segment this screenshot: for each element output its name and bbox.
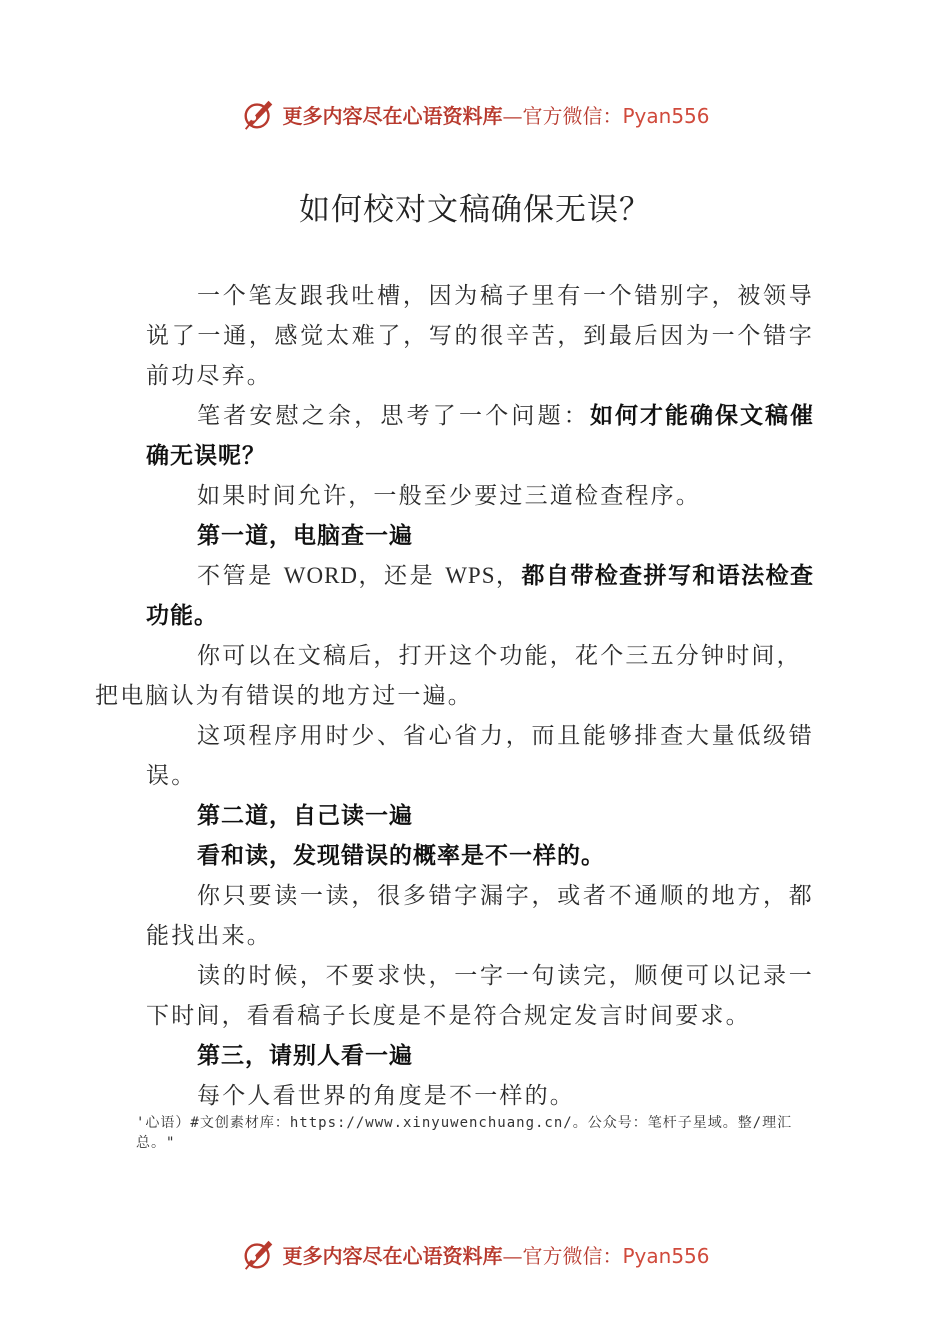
paragraph-4-a: 不管是 [197, 563, 284, 589]
paragraph-2 [146, 396, 814, 476]
page-title: 如何校对文稿确保无误？ [299, 192, 651, 228]
banner-dash: — [502, 103, 523, 128]
paragraph-4-bold: 都自带检查拼写和语法检查功能。 [146, 562, 814, 629]
footer-banner [0, 1232, 950, 1276]
heading-step-2: 第二道，自己读一遍 [197, 802, 413, 829]
banner-wechat-id: Pyan556 [622, 103, 710, 128]
paragraph-5 [95, 636, 814, 716]
paragraph-9: 每个人看世界的角度是不一样的。 [197, 1083, 575, 1109]
word-label: WORD [283, 563, 359, 588]
paragraph-7: 你只要读一读，很多错字漏字，或者不通顺的地方，都能找出来。 [146, 883, 814, 949]
paragraph-4-b: ，还是 [358, 563, 446, 589]
heading-step-3: 第三，请别人看一遍 [197, 1042, 413, 1069]
article-body [95, 276, 814, 1116]
paragraph-4-c: ， [495, 563, 522, 589]
paragraph-8: 读的时候，不要求快，一字一句读完，顺便可以记录一下时间，看看稿子长度是不是符合规定发言时间要求。 [146, 963, 814, 1029]
paragraph-4 [146, 556, 814, 636]
quill-seal-icon [240, 1235, 278, 1273]
footer-main-text: 更多内容尽在心语资料库 [282, 1243, 503, 1268]
paragraph-2-bold: 如何才能确保文稿催确无误呢？ [146, 402, 814, 469]
footer-wechat-id: Pyan556 [622, 1243, 710, 1268]
paragraph-1: 一个笔友跟我吐槽，因为稿子里有一个错别字，被领导说了一通，感觉太难了，写的很辛苦，到最后因为一个错字前功尽弃。 [146, 283, 814, 389]
paragraph-2-lead: 笔者安慰之余，思考了一个问题： [197, 403, 590, 429]
banner-sub-text: 官方微信： [522, 103, 623, 128]
paragraph-5-a: 你可以在文稿后，打开这个功能，花个三五分钟时间， [197, 643, 802, 669]
wps-label: WPS [445, 563, 496, 588]
header-banner [0, 92, 950, 136]
heading-step-2-subtitle: 看和读，发现错误的概率是不一样的。 [197, 842, 605, 869]
quill-seal-icon [240, 95, 278, 133]
footer-sub-text: 官方微信： [522, 1243, 623, 1268]
heading-step-1: 第一道，电脑查一遍 [197, 522, 413, 549]
paragraph-5-b: 把电脑认为有错误的地方过一遍。 [95, 683, 473, 709]
footer-dash: — [502, 1243, 523, 1268]
banner-main-text: 更多内容尽在心语资料库 [282, 103, 503, 128]
source-note: '心语）#文创素材库：https://www.xinyuwenchuang.cn/。公众号：笔杆子星域。整/理汇总。" [136, 1115, 793, 1151]
paragraph-6: 这项程序用时少、省心省力，而且能够排查大量低级错误。 [146, 723, 814, 789]
paragraph-3: 如果时间允许，一般至少要过三道检查程序。 [197, 483, 701, 509]
